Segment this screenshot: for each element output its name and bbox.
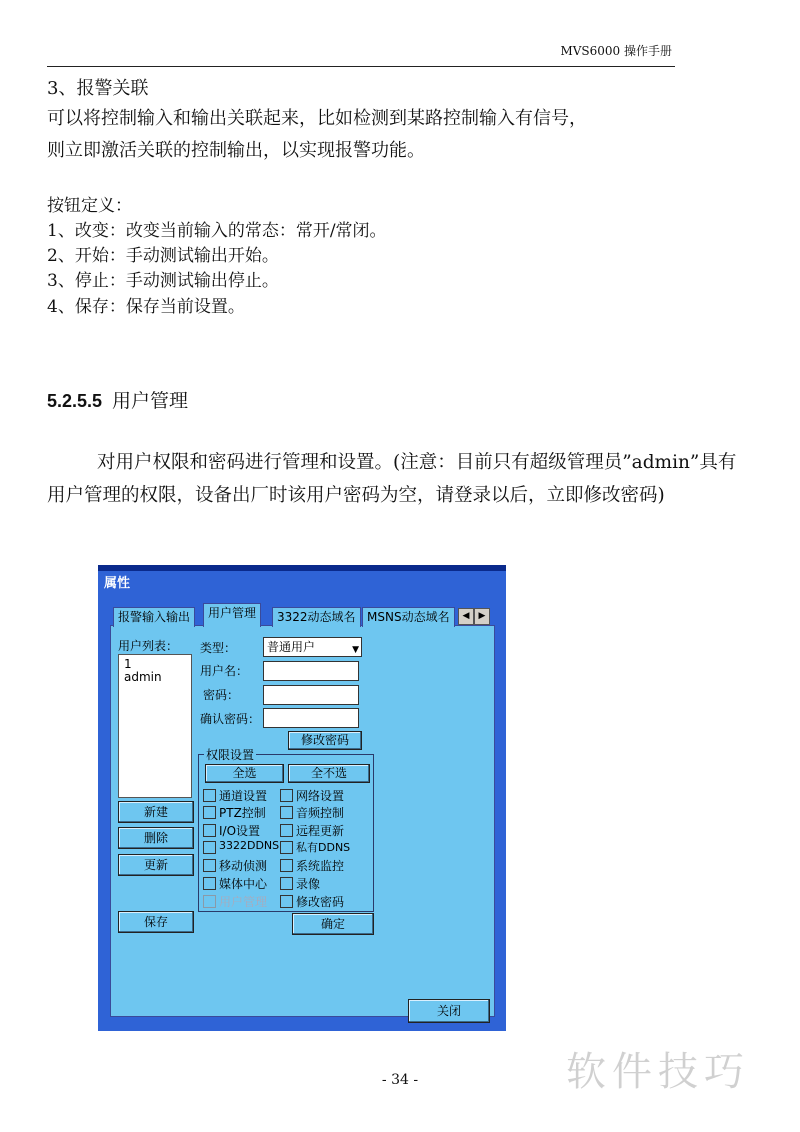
section-paragraph: 对用户权限和密码进行管理和设置。(注意：目前只有超级管理员”admin”具有用户管理的权限，设备出厂时该用户密码为空，请登录以后，立即修改密码) (47, 452, 737, 506)
perm-checkbox[interactable] (203, 859, 216, 872)
user-list-label: 用户列表： (118, 639, 179, 653)
perm-checkbox[interactable] (280, 877, 293, 890)
section-heading (47, 386, 188, 413)
perm-label: 网络设置 (296, 789, 345, 803)
perm-label: 通道设置 (219, 789, 268, 803)
user-type-value: 普通用户 (267, 640, 316, 654)
perm-label: 录像 (296, 877, 321, 891)
perm-checkbox[interactable] (280, 841, 293, 854)
perm-label: 远程更新 (296, 824, 345, 838)
user-list[interactable] (118, 654, 192, 798)
page-header-title: MVS6000 操作手册 (560, 44, 672, 58)
tab-scroll-right-icon[interactable]: ▶ (474, 608, 490, 625)
password-label: 密码： (203, 688, 240, 702)
perm-label: 修改密码 (296, 895, 345, 909)
list-item[interactable]: admin (124, 670, 162, 684)
section3-title: 3、报警关联 (47, 78, 149, 99)
permission-group-label: 权限设置 (206, 748, 255, 762)
perm-label: PTZ控制 (219, 806, 266, 820)
select-none-button[interactable]: 全不选 (288, 764, 370, 783)
save-button[interactable]: 保存 (118, 911, 194, 933)
perm-checkbox[interactable] (280, 789, 293, 802)
perm-checkbox[interactable] (280, 895, 293, 908)
tab-user-management[interactable]: 用户管理 (203, 603, 261, 627)
change-password-button[interactable]: 修改密码 (288, 731, 362, 750)
perm-label: 3322DDNS (219, 839, 280, 852)
perm-checkbox[interactable] (280, 806, 293, 819)
perm-label: 移动侦测 (219, 859, 268, 873)
perm-checkbox[interactable] (203, 806, 216, 819)
perm-label: I/O设置 (219, 824, 261, 838)
tab-msns-ddns[interactable]: MSNS动态域名 (362, 607, 455, 627)
type-label: 类型： (200, 641, 237, 655)
perm-checkbox[interactable] (280, 859, 293, 872)
section-title: 用户管理 (112, 390, 189, 412)
section-number: 5.2.5.5 (47, 391, 103, 411)
perm-checkbox[interactable] (203, 789, 216, 802)
buttons-def-item: 2、开始：手动测试输出开始。 (47, 246, 279, 266)
page-number: - 34 - (381, 1072, 419, 1088)
update-user-button[interactable]: 更新 (118, 854, 194, 876)
ok-button[interactable]: 确定 (292, 913, 374, 935)
buttons-def-item: 3、停止：手动测试输出停止。 (47, 271, 279, 291)
dialog-title: 属性 (104, 576, 131, 591)
perm-label: 媒体中心 (219, 877, 268, 891)
new-user-button[interactable]: 新建 (118, 801, 194, 823)
username-field[interactable] (263, 661, 359, 681)
username-label: 用户名： (200, 664, 249, 678)
tab-3322-ddns[interactable]: 3322动态域名 (272, 607, 361, 627)
buttons-def-item: 4、保存：保存当前设置。 (47, 297, 245, 317)
user-type-select[interactable] (263, 637, 362, 657)
perm-checkbox[interactable] (203, 824, 216, 837)
section3-line2: 则立即激活关联的控制输出，以实现报警功能。 (47, 140, 425, 161)
password-field[interactable] (263, 685, 359, 705)
chevron-down-icon: ▼ (352, 645, 359, 655)
buttons-def-item: 1、改变：改变当前输入的常态：常开/常闭。 (47, 221, 387, 241)
perm-label: 音频控制 (296, 806, 345, 820)
tab-scroll-left-icon[interactable]: ◀ (458, 608, 474, 625)
perm-label: 系统监控 (296, 859, 345, 873)
tab-alarm-io[interactable]: 报警输入输出 (113, 607, 195, 627)
perm-checkbox-disabled (203, 895, 216, 908)
dialog-title-strip (98, 565, 506, 571)
perm-checkbox[interactable] (280, 824, 293, 837)
list-item[interactable]: 1 (124, 657, 132, 671)
perm-label: 私有DDNS (296, 841, 351, 854)
select-all-button[interactable]: 全选 (205, 764, 284, 783)
header-divider (47, 66, 675, 67)
watermark: 软件技巧 (566, 1049, 750, 1095)
confirm-password-label: 确认密码： (200, 712, 261, 726)
perm-label: 用户管理 (219, 895, 268, 909)
perm-checkbox[interactable] (203, 877, 216, 890)
delete-user-button[interactable]: 删除 (118, 827, 194, 849)
buttons-def-title: 按钮定义： (47, 196, 132, 216)
perm-checkbox[interactable] (203, 841, 216, 854)
section3-line1: 可以将控制输入和输出关联起来，比如检测到某路控制输入有信号， (47, 108, 587, 129)
confirm-password-field[interactable] (263, 708, 359, 728)
close-button[interactable]: 关闭 (408, 999, 490, 1023)
